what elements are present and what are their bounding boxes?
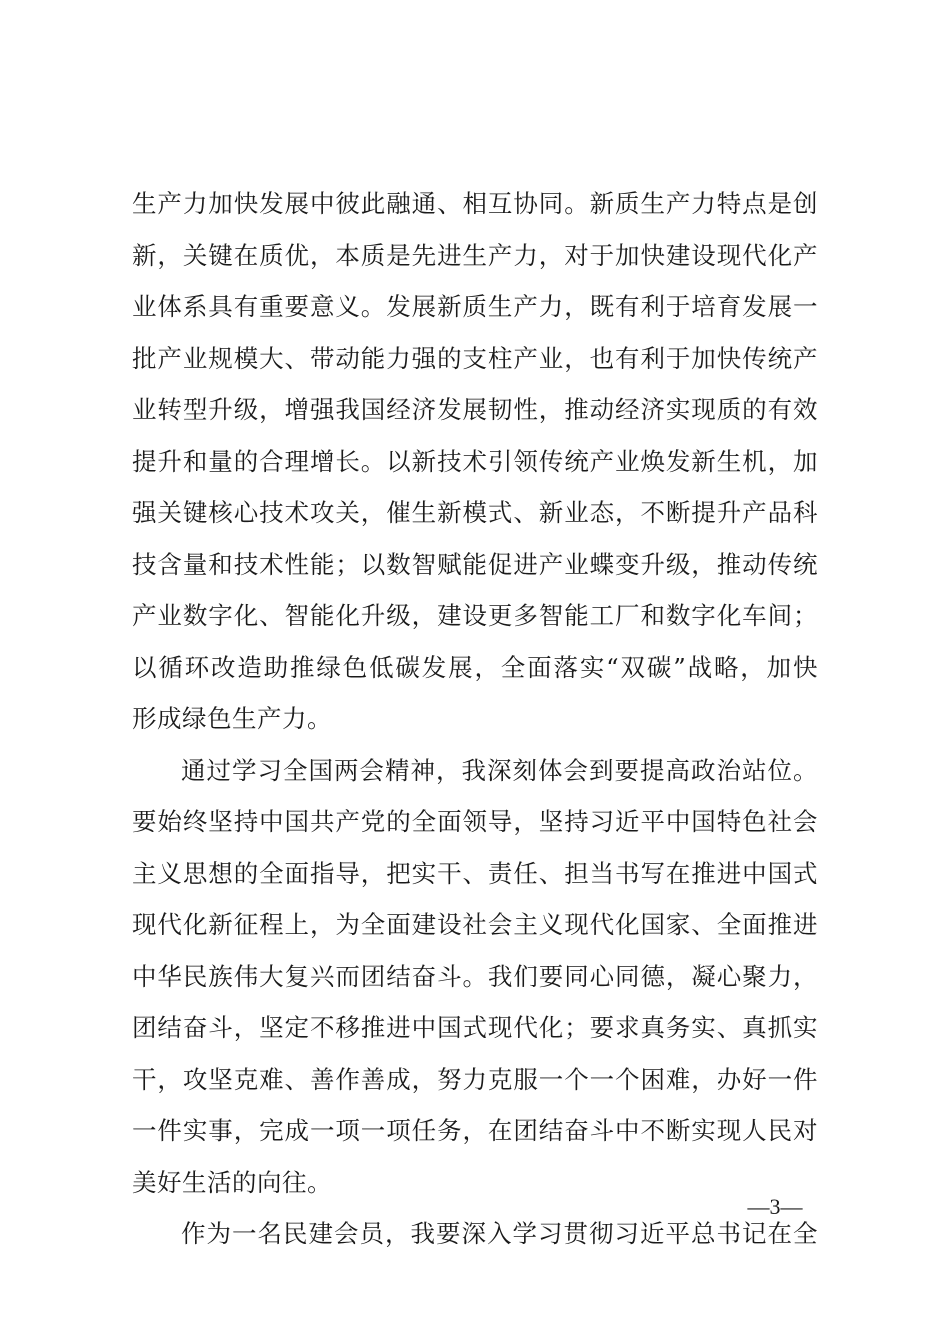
text-line: 现代化新征程上，为全面建设社会主义现代化国家、全面推进 (132, 910, 818, 939)
text-line: 要始终坚持中国共产党的全面领导，坚持习近平中国特色社会 (132, 807, 818, 836)
paragraph-start-line: 通过学习全国两会精神，我深刻体会到要提高政治站位。 (181, 755, 818, 785)
text-line: 以循环改造助推绿色低碳发展，全面落实“双碳”战略，加快 (132, 652, 818, 682)
page-number: —3— (747, 1194, 803, 1219)
text-line: 业转型升级，增强我国经济发展韧性，推动经济实现质的有效 (132, 395, 818, 424)
text-line: 形成绿色生产力。 (132, 704, 332, 733)
text-line: 生产力加快发展中彼此融通、相互协同。新质生产力特点是创 (132, 189, 818, 218)
text-line: 产业数字化、智能化升级，建设更多智能工厂和数字化车间； (132, 601, 818, 630)
text-line: 强关键核心技术攻关，催生新模式、新业态，不断提升产品科 (132, 498, 818, 527)
text-line: 业体系具有重要意义。发展新质生产力，既有利于培育发展一 (132, 292, 818, 321)
text-line: 中华民族伟大复兴而团结奋斗。我们要同心同德，凝心聚力， (132, 961, 818, 991)
text-line: 干，攻坚克难、善作善成，努力克服一个一个困难，办好一件 (132, 1064, 818, 1094)
text-line: 美好生活的向往。 (132, 1167, 332, 1197)
text-line: 新，关键在质优，本质是先进生产力，对于加快建设现代化产 (132, 240, 818, 270)
text-line: 团结奋斗，坚定不移推进中国式现代化；要求真务实、真抓实 (132, 1013, 818, 1042)
text-line: 一件实事，完成一项一项任务，在团结奋斗中不断实现人民对 (132, 1116, 818, 1145)
document-body (132, 178, 818, 1260)
text-line: 提升和量的合理增长。以新技术引领传统产业焕发新生机，加 (132, 446, 818, 476)
text-line: 主义思想的全面指导，把实干、责任、担当书写在推进中国式 (132, 858, 818, 888)
paragraph-start-line: 作为一名民建会员，我要深入学习贯彻习近平总书记在全 (181, 1219, 818, 1248)
text-line: 批产业规模大、带动能力强的支柱产业，也有利于加快传统产 (132, 343, 818, 373)
text-line: 技含量和技术性能；以数智赋能促进产业蝶变升级，推动传统 (132, 549, 818, 579)
